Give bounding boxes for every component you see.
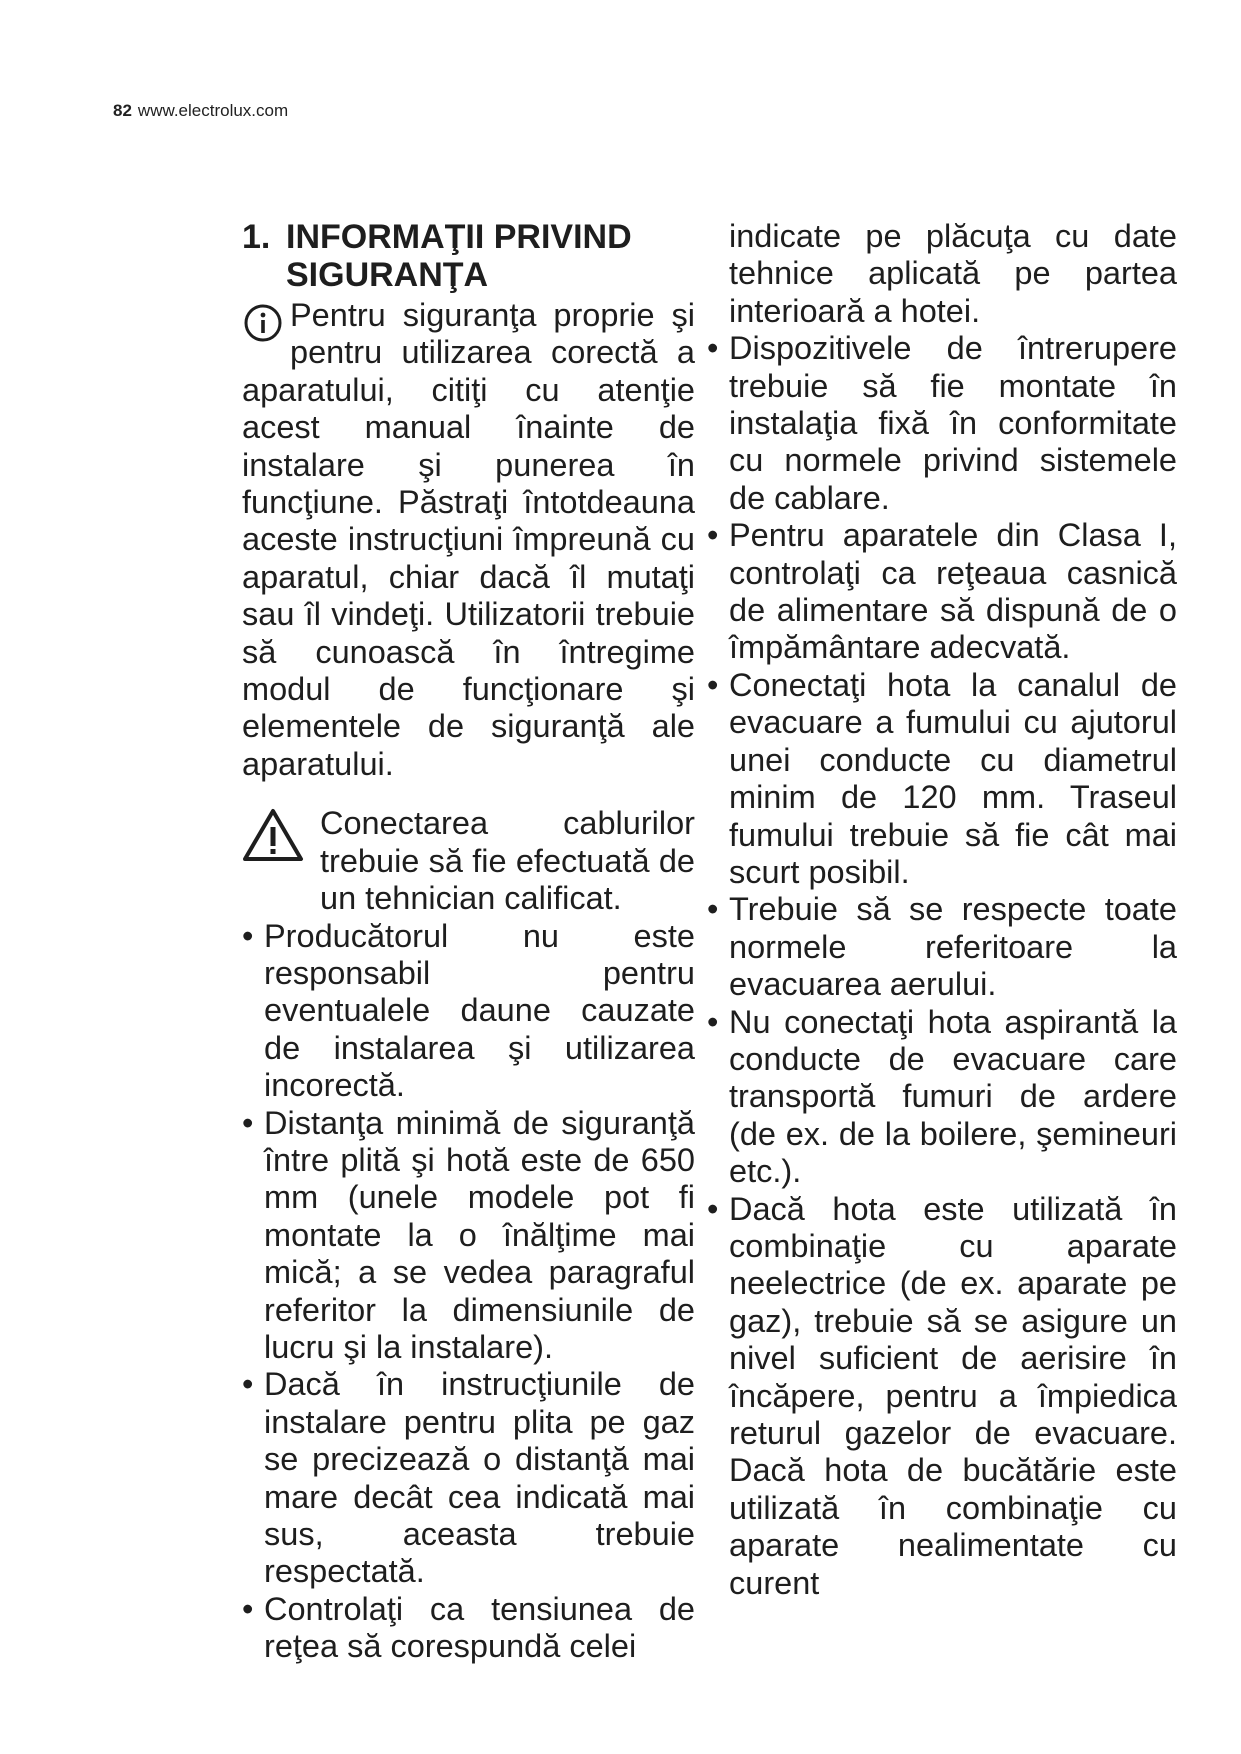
left-column bbox=[242, 218, 695, 1666]
list-item: • Dispozitivele de întrerupere trebuie să fie montate în instalaţia fixă în conformitate cu normele privind sistemele de cablare. bbox=[707, 330, 1177, 517]
page-header bbox=[113, 101, 288, 121]
info-icon bbox=[242, 302, 284, 344]
continued-text: indicate pe plăcuţa cu date tehnice aplicată pe partea interioară a hotei. bbox=[729, 218, 1177, 329]
right-column bbox=[707, 218, 1177, 1602]
list-item: • Trebuie să se respecte toate normele referitoare la evacuarea aerului. bbox=[707, 891, 1177, 1003]
info-note-text: Pentru siguranţa proprie şi pentru utilizarea corectă a aparatului, citiţi cu atenţie acest manual înainte de instalare şi punerea în funcţiune. Păstraţi întotdeauna aceste instrucţiuni împreună cu aparatul, chiar dacă îl mutaţi sau îl vindeţi. Utilizatorii trebuie să cunoască în întregime modul de funcţionare şi elementele de siguranţă ale aparatului. bbox=[242, 297, 695, 782]
left-bullet-list bbox=[242, 918, 695, 1666]
warning-icon bbox=[242, 807, 304, 863]
list-item: • Nu conectaţi hota aspirantă la conducte de evacuare care transportă fumuri de ardere (de ex. de la boilere, şemineuri etc.). bbox=[707, 1004, 1177, 1191]
list-item: • Dacă în instrucţiunile de instalare pentru plita pe gaz se precizează o distanţă mai mare decât cea indicată mai sus, aceasta trebuie respectată. bbox=[242, 1366, 695, 1590]
section-title: INFORMAŢII PRIVIND SIGURANŢA bbox=[286, 218, 632, 294]
list-item: • Pentru aparatele din Clasa I, controlaţi ca reţeaua casnică de alimentare să dispună de o împământare adecvată. bbox=[707, 517, 1177, 667]
info-note bbox=[242, 297, 695, 783]
page-number: 82 bbox=[113, 101, 132, 120]
website-url: www.electrolux.com bbox=[137, 101, 289, 120]
list-item: • Distanţa minimă de siguranţă între plită şi hotă este de 650 mm (unele modele pot fi montate la o înălţime mai mică; a se vedea paragraful referitor la dimensiunile de lucru şi la instalare). bbox=[242, 1105, 695, 1367]
section-number: 1. bbox=[242, 218, 271, 256]
list-item: • Conectaţi hota la canalul de evacuare a fumului cu ajutorul unei conducte cu diametrul minim de 120 mm. Traseul fumului trebuie să fie cât mai scurt posibil. bbox=[707, 667, 1177, 891]
warning-note bbox=[242, 805, 695, 917]
right-bullet-list bbox=[707, 330, 1177, 1602]
list-item: • Dacă hota este utilizată în combinaţie cu aparate neelectrice (de ex. aparate pe gaz), trebuie să se asigure un nivel suficient de aerisire în încăpere, pentru a împiedica returul gazelor de evacuare. Dacă hota de bucătărie este utilizată în combinaţie cu aparate nealimentate cu curent bbox=[707, 1191, 1177, 1602]
list-item: • Producătorul nu este responsabil pentru eventualele daune cauzate de instalarea şi utilizarea incorectă. bbox=[242, 918, 695, 1105]
list-item: • Controlaţi ca tensiunea de reţea să corespundă celei bbox=[242, 1591, 695, 1666]
warning-note-text: Conectarea cablurilor trebuie să fie efectuată de un tehnician calificat. bbox=[320, 805, 695, 917]
section-heading bbox=[242, 218, 695, 294]
